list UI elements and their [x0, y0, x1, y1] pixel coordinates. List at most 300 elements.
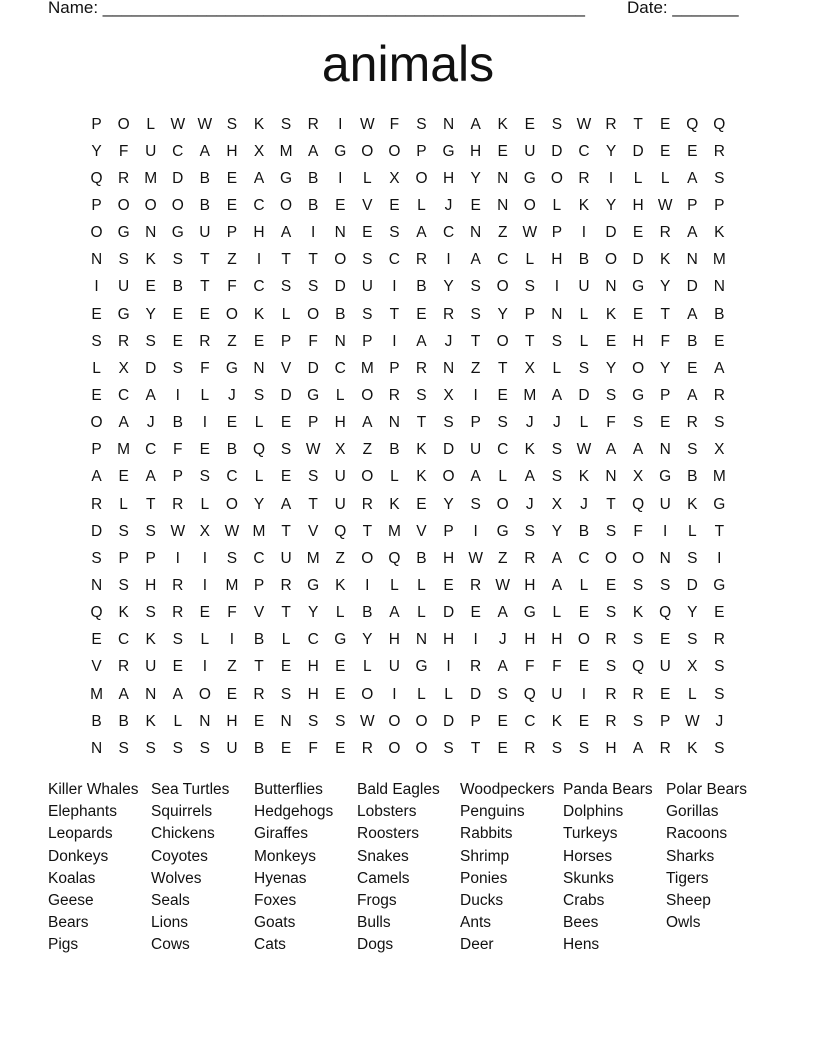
grid-letter: X: [199, 522, 211, 540]
grid-letter: T: [200, 251, 210, 269]
grid-letter: E: [226, 414, 238, 432]
word-bank-item: Snakes: [357, 847, 409, 865]
grid-letter: S: [714, 739, 725, 757]
grid-letter: D: [307, 359, 319, 377]
grid-letter: P: [660, 386, 671, 404]
grid-letter: X: [253, 142, 265, 160]
grid-letter: M: [90, 685, 103, 703]
grid-letter: R: [524, 739, 536, 757]
grid-letter: P: [470, 414, 481, 432]
grid-letter: T: [308, 251, 318, 269]
grid-letter: S: [172, 251, 183, 269]
grid-letter: Z: [497, 224, 508, 242]
grid-letter: S: [660, 576, 671, 594]
grid-letter: E: [497, 142, 508, 160]
grid-letter: I: [338, 115, 343, 133]
grid-letter: Q: [523, 685, 536, 703]
grid-letter: L: [390, 468, 399, 486]
grid-letter: E: [199, 441, 211, 459]
word-bank-item: Hens: [563, 936, 600, 954]
grid-letter: G: [713, 576, 726, 594]
grid-letter: F: [308, 739, 318, 757]
grid-letter: Y: [443, 278, 454, 296]
grid-letter: E: [660, 414, 671, 432]
grid-letter: R: [605, 685, 617, 703]
grid-letter: S: [145, 739, 156, 757]
grid-letter: D: [334, 278, 346, 296]
grid-letter: S: [687, 549, 698, 567]
grid-letter: Y: [307, 604, 319, 622]
grid-letter: G: [334, 142, 347, 160]
word-bank-item: Koalas: [48, 869, 96, 887]
name-field-label: Name: ___________________________________________________: [48, 0, 585, 17]
grid-letter: H: [632, 196, 644, 214]
grid-letter: O: [361, 549, 374, 567]
grid-letter: U: [334, 468, 346, 486]
grid-letter: Y: [660, 359, 671, 377]
word-bank-column: [151, 779, 254, 957]
grid-letter: S: [551, 441, 563, 459]
grid-letter: S: [714, 658, 725, 676]
grid-letter: H: [226, 712, 238, 730]
grid-letter: G: [171, 224, 184, 242]
grid-letter: S: [118, 739, 129, 757]
grid-letter: O: [388, 739, 401, 757]
grid-letter: N: [497, 196, 509, 214]
grid-letter: H: [551, 251, 563, 269]
grid-letter: Y: [91, 142, 102, 160]
grid-letter: T: [714, 522, 725, 540]
grid-letter: R: [415, 251, 428, 269]
grid-row: [83, 274, 733, 301]
grid-letter: R: [442, 305, 455, 323]
grid-letter: S: [632, 576, 644, 594]
grid-letter: T: [389, 305, 400, 323]
grid-letter: R: [118, 658, 130, 676]
grid-letter: R: [90, 495, 103, 513]
grid-letter: S: [605, 604, 617, 622]
grid-letter: V: [307, 522, 319, 540]
grid-letter: S: [253, 386, 265, 404]
grid-letter: S: [172, 631, 183, 649]
grid-letter: E: [172, 332, 183, 350]
word-bank-item: Monkeys: [254, 847, 317, 865]
grid-letter: S: [524, 522, 535, 540]
word-bank-item: Chickens: [151, 825, 215, 843]
grid-letter: H: [334, 414, 346, 432]
grid-letter: Z: [335, 549, 345, 567]
grid-letter: S: [632, 712, 644, 730]
grid-letter: S: [91, 332, 102, 350]
grid-letter: P: [389, 359, 400, 377]
grid-letter: L: [633, 169, 643, 187]
grid-letter: X: [118, 359, 129, 377]
grid-letter: I: [256, 251, 262, 269]
grid-letter: N: [605, 278, 617, 296]
grid-letter: S: [714, 685, 725, 703]
grid-letter: D: [145, 359, 157, 377]
grid-letter: A: [172, 685, 183, 703]
grid-letter: B: [335, 305, 346, 323]
grid-letter: O: [496, 332, 509, 350]
grid-letter: G: [117, 224, 130, 242]
grid-letter: L: [200, 386, 210, 404]
grid-letter: C: [497, 441, 509, 459]
word-bank-item: Coyotes: [151, 847, 208, 865]
grid-letter: R: [605, 631, 617, 649]
grid-letter: T: [200, 278, 210, 296]
grid-letter: K: [145, 712, 156, 730]
grid-letter: J: [715, 712, 724, 730]
grid-row: [83, 735, 733, 762]
grid-letter: H: [551, 631, 563, 649]
grid-letter: L: [417, 604, 426, 622]
grid-letter: L: [254, 468, 264, 486]
grid-letter: Y: [443, 495, 454, 513]
grid-letter: E: [416, 495, 427, 513]
grid-letter: K: [524, 441, 535, 459]
grid-letter: Q: [90, 169, 103, 187]
grid-letter: H: [388, 631, 400, 649]
grid-letter: S: [118, 522, 129, 540]
grid-letter: O: [361, 386, 374, 404]
grid-letter: R: [659, 739, 671, 757]
grid-letter: C: [497, 251, 509, 269]
grid-letter: E: [362, 224, 373, 242]
grid-letter: I: [365, 576, 370, 594]
grid-letter: Y: [497, 305, 508, 323]
grid-letter: W: [360, 115, 375, 133]
grid-letter: N: [415, 631, 428, 649]
grid-letter: Z: [227, 658, 237, 676]
grid-letter: X: [551, 495, 563, 513]
grid-letter: E: [632, 224, 644, 242]
grid-letter: W: [170, 522, 186, 540]
grid-letter: P: [470, 712, 481, 730]
grid-letter: P: [307, 414, 319, 432]
word-bank-item: Giraffes: [254, 825, 308, 843]
word-bank-item: Squirrels: [151, 803, 213, 821]
grid-letter: L: [390, 576, 399, 594]
grid-letter: I: [392, 685, 397, 703]
grid-letter: B: [687, 468, 698, 486]
grid-letter: T: [281, 251, 291, 269]
grid-row: [83, 545, 733, 572]
word-bank-item: Geese: [48, 892, 94, 910]
grid-letter: O: [280, 196, 293, 214]
grid-letter: Y: [551, 522, 563, 540]
grid-letter: R: [632, 685, 644, 703]
grid-letter: S: [389, 224, 400, 242]
grid-letter: I: [554, 278, 560, 296]
grid-letter: Q: [713, 115, 726, 133]
grid-row: [83, 464, 733, 491]
grid-letter: I: [311, 224, 316, 242]
grid-letter: E: [660, 142, 671, 160]
grid-letter: N: [280, 712, 292, 730]
grid-letter: S: [714, 414, 725, 432]
grid-letter: R: [415, 359, 428, 377]
grid-letter: Y: [145, 305, 156, 323]
word-bank-item: Dogs: [357, 936, 394, 954]
word-bank-item: Roosters: [357, 825, 420, 843]
grid-letter: I: [202, 549, 207, 567]
grid-letter: R: [118, 169, 130, 187]
grid-letter: S: [497, 685, 508, 703]
word-bank-item: Racoons: [666, 825, 728, 843]
grid-letter: O: [144, 196, 157, 214]
grid-letter: A: [389, 604, 400, 622]
word-bank-item: Goats: [254, 914, 296, 932]
grid-letter: B: [307, 169, 319, 187]
grid-letter: E: [470, 604, 481, 622]
grid-letter: S: [226, 115, 238, 133]
grid-letter: I: [392, 278, 397, 296]
grid-letter: W: [684, 712, 700, 730]
grid-letter: R: [199, 332, 211, 350]
grid-letter: N: [497, 169, 509, 187]
word-bank-item: Turkeys: [563, 825, 618, 843]
grid-letter: V: [91, 658, 102, 676]
grid-letter: U: [280, 549, 292, 567]
grid-letter: Z: [227, 332, 237, 350]
grid-letter: B: [578, 522, 590, 540]
word-bank-column: [357, 779, 460, 957]
grid-letter: P: [253, 576, 265, 594]
grid-letter: O: [632, 359, 645, 377]
grid-letter: S: [551, 468, 563, 486]
grid-letter: Y: [362, 631, 373, 649]
grid-letter: S: [307, 468, 319, 486]
grid-letter: I: [581, 685, 587, 703]
grid-letter: D: [632, 251, 644, 269]
grid-letter: I: [202, 576, 207, 594]
grid-letter: N: [199, 712, 211, 730]
word-bank-column: [460, 779, 563, 957]
grid-letter: A: [280, 495, 292, 513]
grid-letter: B: [172, 278, 183, 296]
grid-letter: M: [360, 359, 374, 377]
grid-letter: F: [227, 278, 237, 296]
grid-letter: U: [226, 739, 238, 757]
grid-letter: M: [306, 549, 320, 567]
grid-letter: S: [199, 739, 211, 757]
grid-letter: N: [334, 224, 346, 242]
grid-letter: F: [552, 658, 562, 676]
grid-letter: P: [551, 224, 563, 242]
grid-letter: A: [91, 468, 102, 486]
grid-letter: I: [175, 549, 180, 567]
grid-letter: T: [606, 495, 616, 513]
grid-letter: U: [551, 685, 563, 703]
grid-letter: E: [335, 685, 346, 703]
grid-letter: S: [335, 712, 346, 730]
grid-letter: L: [173, 712, 183, 730]
grid-letter: I: [473, 631, 478, 649]
word-bank-item: Woodpeckers: [460, 781, 555, 798]
grid-letter: I: [202, 414, 207, 432]
grid-letter: W: [360, 712, 375, 730]
word-bank-item: Hyenas: [254, 869, 307, 887]
grid-letter: A: [307, 142, 319, 160]
grid-letter: E: [253, 712, 265, 730]
grid-letter: N: [442, 115, 455, 133]
grid-letter: L: [417, 196, 426, 214]
grid-letter: O: [117, 196, 130, 214]
word-bank-item: Ducks: [460, 892, 504, 910]
grid-letter: D: [442, 441, 455, 459]
grid-letter: L: [417, 685, 426, 703]
grid-letter: O: [604, 549, 618, 567]
grid-letter: L: [254, 414, 264, 432]
grid-letter: A: [551, 386, 563, 404]
grid-letter: S: [714, 169, 725, 187]
grid-letter: D: [442, 604, 455, 622]
grid-letter: D: [551, 142, 563, 160]
grid-letter: B: [118, 712, 129, 730]
grid-letter: L: [552, 196, 562, 214]
grid-letter: H: [605, 739, 617, 757]
word-bank-item: Dolphins: [563, 803, 624, 821]
word-bank-item: Bald Eagles: [357, 781, 440, 798]
grid-letter: K: [578, 468, 590, 486]
grid-letter: J: [525, 495, 534, 513]
grid-letter: I: [446, 658, 451, 676]
grid-letter: G: [713, 495, 726, 513]
grid-row: [83, 681, 733, 708]
grid-letter: O: [117, 115, 130, 133]
grid-letter: P: [91, 441, 102, 459]
grid-letter: C: [172, 142, 184, 160]
grid-letter: E: [714, 604, 725, 622]
grid-letter: A: [416, 332, 427, 350]
grid-letter: H: [632, 332, 644, 350]
grid-letter: Z: [497, 549, 508, 567]
grid-letter: E: [389, 196, 400, 214]
grid-row: [83, 437, 733, 464]
grid-letter: E: [660, 685, 671, 703]
grid-letter: A: [470, 115, 481, 133]
grid-letter: A: [497, 658, 508, 676]
word-bank-item: Seals: [151, 892, 190, 910]
grid-letter: C: [334, 359, 346, 377]
grid-letter: X: [687, 658, 698, 676]
grid-letter: A: [280, 224, 292, 242]
grid-letter: A: [605, 441, 617, 459]
grid-letter: C: [442, 224, 455, 242]
grid-letter: E: [687, 359, 698, 377]
grid-letter: R: [713, 386, 725, 404]
grid-letter: E: [632, 305, 644, 323]
grid-letter: W: [576, 115, 592, 133]
grid-letter: E: [118, 468, 129, 486]
grid-letter: X: [632, 468, 644, 486]
grid-letter: I: [717, 549, 722, 567]
grid-letter: B: [226, 441, 238, 459]
grid-letter: Q: [686, 115, 699, 133]
grid-letter: I: [392, 332, 397, 350]
grid-letter: E: [687, 142, 698, 160]
grid-letter: D: [172, 169, 184, 187]
grid-letter: S: [172, 359, 183, 377]
word-search-grid: [83, 111, 733, 762]
grid-letter: R: [713, 631, 725, 649]
word-bank-item: Foxes: [254, 892, 297, 910]
grid-letter: G: [442, 142, 455, 160]
grid-letter: Y: [605, 196, 617, 214]
grid-letter: K: [497, 115, 508, 133]
word-bank-item: Penguins: [460, 803, 525, 821]
grid-letter: A: [632, 441, 644, 459]
grid-row: [83, 572, 733, 599]
word-bank-item: Camels: [357, 869, 410, 887]
grid-letter: S: [470, 495, 481, 513]
grid-letter: P: [687, 196, 698, 214]
grid-letter: W: [224, 522, 240, 540]
grid-letter: D: [470, 685, 482, 703]
grid-letter: S: [578, 739, 590, 757]
grid-letter: S: [280, 278, 292, 296]
grid-letter: S: [280, 115, 292, 133]
word-bank-item: Cows: [151, 936, 190, 954]
grid-letter: Z: [362, 441, 373, 459]
grid-letter: L: [687, 685, 697, 703]
grid-letter: U: [145, 142, 157, 160]
grid-letter: P: [714, 196, 725, 214]
grid-letter: L: [579, 414, 589, 432]
grid-letter: X: [524, 359, 535, 377]
grid-letter: N: [659, 549, 671, 567]
grid-letter: C: [388, 251, 400, 269]
word-bank-item: Butterflies: [254, 781, 323, 798]
grid-letter: T: [497, 359, 508, 377]
grid-letter: G: [117, 305, 130, 323]
grid-letter: L: [335, 604, 345, 622]
grid-letter: O: [496, 495, 509, 513]
grid-letter: L: [525, 251, 535, 269]
word-bank-item: Shrimp: [460, 847, 510, 865]
grid-letter: O: [496, 278, 509, 296]
grid-letter: C: [226, 468, 238, 486]
grid-letter: E: [280, 658, 292, 676]
grid-letter: N: [145, 685, 157, 703]
grid-letter: F: [660, 332, 670, 350]
grid-letter: C: [253, 278, 265, 296]
word-bank-item: Polar Bears: [666, 781, 747, 798]
grid-letter: O: [198, 685, 211, 703]
grid-letter: Y: [253, 495, 265, 513]
grid-letter: W: [170, 115, 186, 133]
grid-letter: E: [172, 658, 183, 676]
grid-letter: T: [633, 115, 643, 133]
grid-letter: R: [361, 495, 373, 513]
grid-letter: W: [305, 441, 321, 459]
grid-letter: C: [578, 142, 590, 160]
grid-letter: T: [254, 658, 264, 676]
grid-letter: J: [228, 386, 236, 404]
word-bank-item: Rabbits: [460, 825, 513, 843]
grid-letter: Z: [470, 359, 481, 377]
grid-letter: L: [417, 576, 426, 594]
grid-letter: Q: [659, 604, 672, 622]
grid-letter: E: [497, 739, 508, 757]
grid-letter: W: [495, 576, 511, 594]
word-bank-item: Sea Turtles: [151, 781, 230, 798]
grid-letter: N: [334, 332, 346, 350]
grid-letter: T: [416, 414, 427, 432]
grid-letter: F: [227, 604, 237, 622]
grid-letter: U: [388, 658, 400, 676]
